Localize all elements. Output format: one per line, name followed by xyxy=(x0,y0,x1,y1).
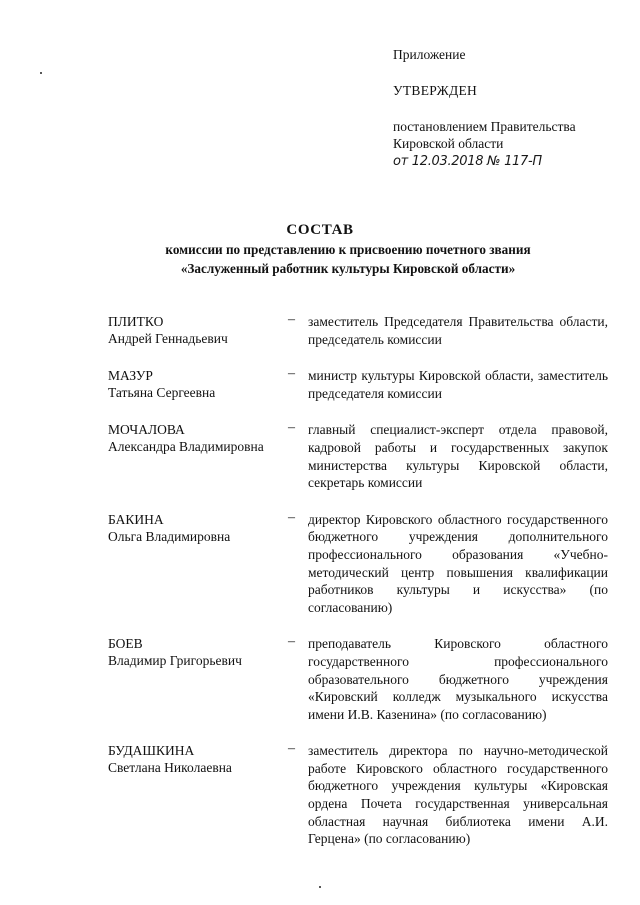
document-title: СОСТАВ xyxy=(286,222,354,238)
approval-stamp-block xyxy=(393,46,623,170)
decree-reference xyxy=(393,118,623,170)
member-row xyxy=(108,742,608,848)
scan-speck xyxy=(40,72,42,74)
member-name xyxy=(108,367,283,401)
member-given-names: Владимир Григорьевич xyxy=(108,653,242,669)
member-row xyxy=(108,511,608,617)
member-name xyxy=(108,421,283,455)
member-row xyxy=(108,367,608,402)
member-surname: МОЧАЛОВА xyxy=(108,422,185,438)
dash-separator: – xyxy=(288,741,295,757)
member-name xyxy=(108,742,283,776)
document-subtitle-line-2: «Заслуженный работник культуры Кировской области» xyxy=(180,261,516,276)
member-role: преподаватель Кировского областного государственного профессионального образовательного бюджетного учреждения «Кировский колледж музыкального искусства имени И.В. Казенина» (по согласованию) xyxy=(308,636,608,722)
member-role: директор Кировского областного государственного бюджетного учреждения дополнительного профессионального образования «Учебно-методический центр повышения квалификации работников культуры и искусства» (по согласованию) xyxy=(308,511,608,615)
member-surname: БУДАШКИНА xyxy=(108,743,195,759)
dash-separator: – xyxy=(288,312,295,327)
member-role: заместитель Председателя Правительства области, председатель комиссии xyxy=(308,314,608,347)
member-surname: МАЗУР xyxy=(108,368,153,384)
decree-line-2: Кировской области xyxy=(393,136,504,151)
member-row xyxy=(108,421,608,491)
dash-separator: – xyxy=(288,420,295,436)
approved-label: УТВЕРЖДЕН xyxy=(393,83,478,98)
member-given-names: Светлана Николаевна xyxy=(108,760,232,776)
member-surname: БОЕВ xyxy=(108,636,143,652)
scan-speck xyxy=(319,886,321,888)
member-row xyxy=(108,313,608,348)
member-role: заместитель директора по научно-методической работе Кировского областного государственного бюджетного учреждения культуры «Кировская ордена Почета государственная универсальная областная научная библиотека имени А.И. Герцена» (по согласованию) xyxy=(308,743,608,847)
member-role: министр культуры Кировской области, заместитель председателя комиссии xyxy=(308,368,608,401)
decree-number-handwritten: от 12.03.2018 № 117-П xyxy=(393,154,542,169)
member-given-names: Татьяна Сергеевна xyxy=(108,385,216,401)
member-surname: БАКИНА xyxy=(108,511,164,527)
member-row xyxy=(108,635,608,723)
member-role: главный специалист-эксперт отдела правовой, кадровой работы и государственных закупок министерства культуры Кировской области, секретарь комиссии xyxy=(308,422,608,491)
member-name xyxy=(108,635,283,669)
appendix-label: Приложение xyxy=(393,47,466,62)
document-subtitle-line-1: комиссии по представлению к присвоению почетного звания xyxy=(165,242,531,257)
member-name xyxy=(108,511,283,545)
member-given-names: Ольга Владимировна xyxy=(108,528,231,544)
document-title-block xyxy=(0,222,640,277)
decree-line-1: постановлением Правительства xyxy=(393,119,576,134)
member-surname: ПЛИТКО xyxy=(108,314,164,329)
member-name xyxy=(108,313,283,347)
dash-separator: – xyxy=(288,634,295,650)
dash-separator: – xyxy=(288,366,295,382)
member-given-names: Андрей Геннадьевич xyxy=(108,331,228,346)
member-given-names: Александра Владимировна xyxy=(108,439,264,455)
commission-members-list xyxy=(108,313,608,848)
dash-separator: – xyxy=(288,509,295,525)
